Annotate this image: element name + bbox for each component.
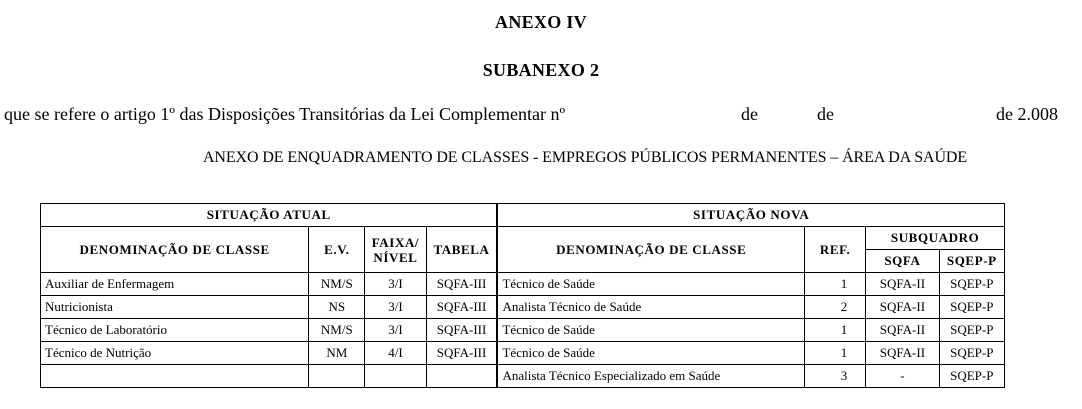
header-denominacao-nova: DENOMINAÇÃO DE CLASSE [497,227,804,273]
cell-faixa-nivel: 3/I [365,319,426,342]
cell-tabela: SQFA-III [426,296,497,319]
reference-line [4,104,1058,128]
reference-text: que se refere o artigo 1º das Disposições Transitórias da Lei Complementar nº [4,104,566,124]
header-tabela: TABELA [426,227,497,273]
header-subquadro: SUBQUADRO [866,227,1005,250]
cell-classe-atual [41,365,309,388]
cell-sqfa: SQFA-II [866,296,939,319]
cell-sqep: SQEP-P [939,342,1004,365]
cell-ev: NS [309,296,365,319]
header-faixa-line-2: NÍVEL [373,249,418,265]
cell-sqfa: SQFA-II [866,342,939,365]
reference-de-2: de [817,104,834,124]
header-faixa-line-1: FAIXA/ [371,234,420,250]
cell-classe-nova: Analista Técnico Especializado em Saúde [497,365,804,388]
cell-tabela: SQFA-III [426,342,497,365]
cell-faixa-nivel: 3/I [365,296,426,319]
cell-faixa-nivel [365,365,426,388]
cell-tabela: SQFA-III [426,319,497,342]
header-ref: REF. [805,227,866,273]
cell-ev [309,365,365,388]
cell-ref: 1 [805,319,866,342]
header-faixa-nivel [365,227,426,273]
header-denominacao-atual: DENOMINAÇÃO DE CLASSE [41,227,309,273]
cell-sqep: SQEP-P [939,365,1004,388]
cell-classe-nova: Técnico de Saúde [497,319,804,342]
cell-ref: 1 [805,342,866,365]
cell-faixa-nivel: 4/I [365,342,426,365]
group-header-current: SITUAÇÃO ATUAL [41,204,498,227]
header-sqfa: SQFA [866,250,939,273]
document-subtitle: SUBANEXO 2 [482,60,600,80]
cell-classe-nova: Analista Técnico de Saúde [497,296,804,319]
cell-ref: 1 [805,273,866,296]
cell-classe-nova: Técnico de Saúde [497,273,804,296]
cell-faixa-nivel: 3/I [365,273,426,296]
cell-sqep: SQEP-P [939,273,1004,296]
table-row [41,342,1005,365]
cell-classe-atual: Auxiliar de Enfermagem [41,273,309,296]
cell-ev: NM/S [309,319,365,342]
group-header-new: SITUAÇÃO NOVA [497,204,1004,227]
table-row [41,273,1005,296]
annex-title: ANEXO DE ENQUADRAMENTO DE CLASSES - EMPREGOS PÚBLICOS PERMANENTES – ÁREA DA SAÚDE [202,149,968,166]
cell-ev: NM/S [309,273,365,296]
cell-tabela: SQFA-III [426,273,497,296]
cell-sqep: SQEP-P [939,319,1004,342]
cell-ref: 3 [805,365,866,388]
cell-classe-nova: Técnico de Saúde [497,342,804,365]
cell-ev: NM [309,342,365,365]
table-row [41,296,1005,319]
header-ev: E.V. [309,227,365,273]
cell-ref: 2 [805,296,866,319]
cell-classe-atual: Técnico de Laboratório [41,319,309,342]
table-row [41,365,1005,388]
reference-de-1: de [741,104,758,124]
cell-sqfa: SQFA-II [866,319,939,342]
cell-sqfa: - [866,365,939,388]
cell-classe-atual: Técnico de Nutrição [41,342,309,365]
header-sqep: SQEP-P [939,250,1004,273]
reference-year: de 2.008 [996,104,1058,124]
table-row [41,319,1005,342]
cell-tabela [426,365,497,388]
classification-table [40,203,1005,388]
document-title: ANEXO IV [495,12,587,32]
cell-classe-atual: Nutricionista [41,296,309,319]
cell-sqep: SQEP-P [939,296,1004,319]
cell-sqfa: SQFA-II [866,273,939,296]
